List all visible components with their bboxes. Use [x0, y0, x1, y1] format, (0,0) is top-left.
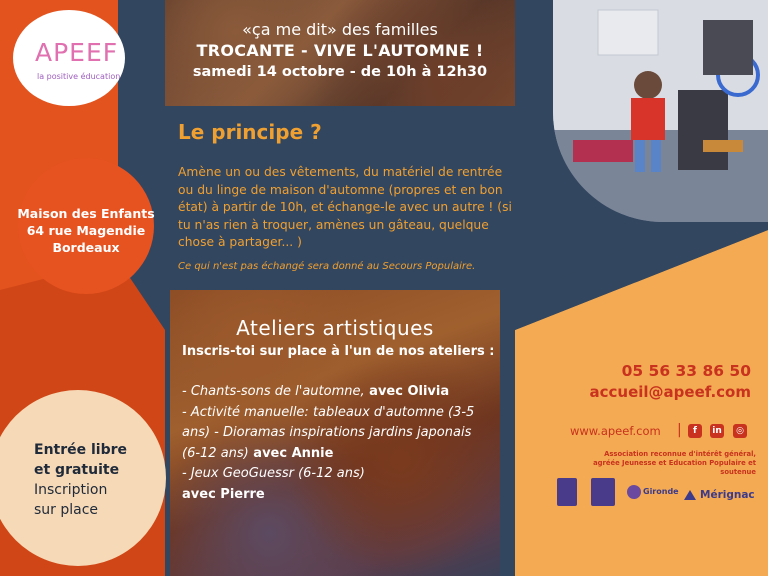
- ateliers-list: [182, 382, 482, 506]
- merignac-logo-text: Mérignac: [700, 489, 755, 501]
- atelier-3-host: avec Pierre: [182, 486, 265, 502]
- atelier-item-3: [182, 464, 482, 485]
- address-line-3: Bordeaux: [52, 240, 120, 255]
- ateliers-subtitle: Inscris-toi sur place à l'un de nos ateliers :: [182, 344, 495, 359]
- atelier-item-1: [182, 382, 482, 403]
- separator: |: [677, 422, 682, 438]
- atelier-1-host: avec Olivia: [364, 384, 450, 399]
- gironde-logo-icon: [627, 485, 641, 499]
- contact-email[interactable]: accueil@apeef.com: [589, 383, 751, 401]
- caf-logo: [557, 478, 577, 506]
- event-address: [14, 205, 158, 256]
- association-line-2: agréée Jeunesse et Education Populaire et soutenue: [593, 459, 756, 476]
- event-series: «ça me dit» des familles: [242, 20, 438, 39]
- principe-note: Ce qui n'est pas échangé sera donné au Secours Populaire.: [178, 261, 476, 272]
- instagram-icon[interactable]: ◎: [733, 424, 747, 438]
- facebook-icon[interactable]: f: [688, 424, 702, 438]
- atelier-item-2: [182, 403, 482, 465]
- entry-free: Entrée libre: [34, 442, 128, 458]
- atelier-2-host: avec Annie: [248, 445, 334, 461]
- registration-2: sur place: [34, 502, 99, 518]
- ateliers-panel: [170, 290, 500, 576]
- photo-scene: [553, 0, 768, 222]
- merignac-logo-icon: [684, 490, 696, 500]
- association-info: [560, 450, 756, 477]
- website-link[interactable]: www.apeef.com: [570, 424, 661, 438]
- gironde-logo-text: Gironde: [643, 487, 679, 496]
- principe-title: Le principe ?: [178, 120, 322, 144]
- linkedin-icon[interactable]: in: [710, 424, 724, 438]
- address-line-2: 64 rue Magendie: [26, 223, 146, 238]
- atelier-item-3-host: [182, 485, 482, 506]
- event-date: samedi 14 octobre - de 10h à 12h30: [192, 64, 488, 80]
- logo-tagline: la positive éducation: [37, 72, 121, 81]
- ateliers-title: Ateliers artistiques: [236, 316, 434, 340]
- entry-free-2: et gratuite: [34, 462, 120, 478]
- event-photo: [553, 0, 768, 222]
- bordeaux-logo: [591, 478, 615, 506]
- association-line-1: Association reconnue d'intérêt général,: [604, 450, 756, 458]
- entry-info: [34, 440, 127, 520]
- event-header: [165, 0, 515, 106]
- atelier-1-activity: - Chants-sons de l'automne,: [182, 384, 365, 399]
- contact-phone[interactable]: 05 56 33 86 50: [621, 362, 751, 380]
- atelier-2-activity: - Activité manuelle: tableaux d'automne (3-5 ans) - Dioramas inspirations jardins japonais (6-12 ans): [182, 404, 475, 461]
- apeef-logo: [13, 10, 125, 106]
- address-line-1: Maison des Enfants: [17, 206, 155, 221]
- event-title: TROCANTE - VIVE L'AUTOMNE !: [196, 41, 484, 60]
- principe-text: Amène un ou des vêtements, du matériel de rentrée ou du linge de maison d'automne (propres et en bon état) à partir de 10h, et échange-le avec un autre ! (si tu n'as rien à troquer, amènes un gâteau, quelque chose à partager... ): [178, 165, 512, 249]
- logo-mark: APEEF: [35, 38, 119, 67]
- atelier-3-activity: - Jeux GeoGuessr (6-12 ans): [182, 466, 365, 482]
- registration: Inscription: [34, 482, 108, 498]
